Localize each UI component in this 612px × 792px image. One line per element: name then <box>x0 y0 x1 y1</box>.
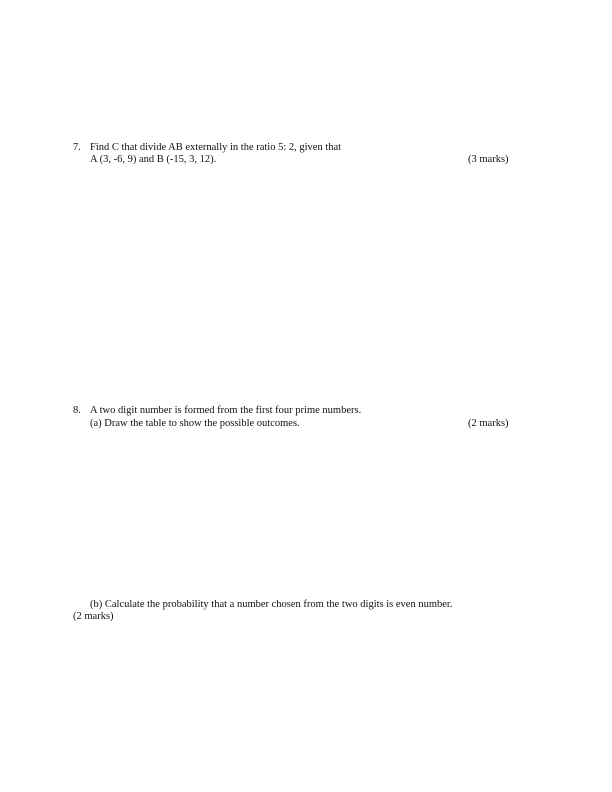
question-text: A (3, -6, 9) and B (-15, 3, 12). <box>90 154 217 165</box>
question-text: Find C that divide AB externally in the ratio 5: 2, given that <box>90 142 342 153</box>
marks-label: (2 marks) <box>73 611 114 622</box>
question-number: 8. <box>73 405 81 416</box>
part-b-text: (b) Calculate the probability that a number chosen from the two digits is even number. <box>90 599 453 610</box>
question-number: 7. <box>73 142 81 153</box>
part-a-text: (a) Draw the table to show the possible outcomes. <box>90 418 300 429</box>
marks-label: (3 marks) <box>468 154 509 165</box>
marks-label: (2 marks) <box>468 418 509 429</box>
question-text: A two digit number is formed from the first four prime numbers. <box>90 405 362 416</box>
